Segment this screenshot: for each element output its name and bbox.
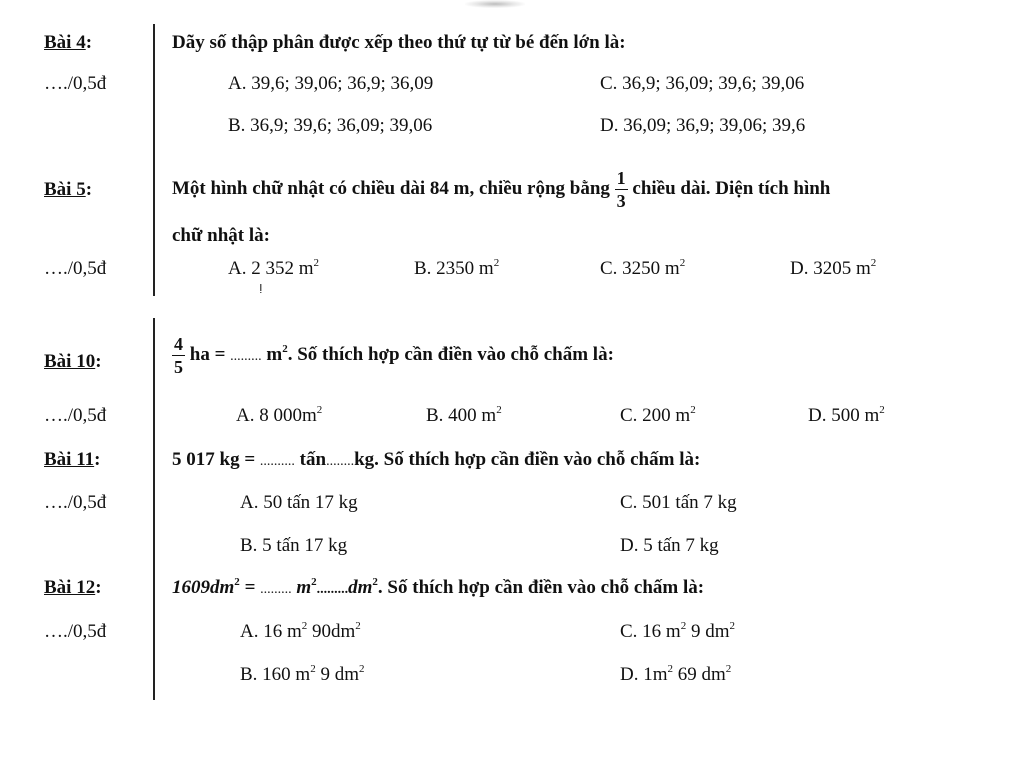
bai12-option-b: B. 160 $m^2$ 9 $dm^2$ — [240, 663, 365, 685]
bai5-label: Bài 5: — [44, 179, 93, 200]
bai4-option-c: C. 36,9; 36,09; 39,6; 39,06 — [600, 73, 805, 94]
bai4-option-b: B. 36,9; 39,6; 36,09; 39,06 — [228, 115, 433, 136]
bai4-label: Bài 4: — [44, 32, 93, 53]
bai11-score: …./0,5đ — [44, 492, 107, 513]
bai12-label: Bài 12: — [44, 577, 102, 598]
bai5-option-c: C. 3250 $m^2$ — [600, 257, 686, 279]
bai12-question: $1609dm^2$ = ......... $m^2.........dm^2$. Số thích hợp cần điền vào chỗ chấm là: — [172, 576, 705, 598]
margin-divider-bottom — [153, 318, 155, 700]
bai5-option-b: B. 2350 $m^2$ — [414, 257, 500, 279]
stray-mark: ⵑ — [259, 282, 263, 296]
bai10-option-a: A. 8 $000m^2$ — [236, 404, 323, 426]
fraction-four-fifths: $\frac{4}{5}$ — [174, 334, 183, 378]
bai5-option-d: D. 3205 $m^2$ — [790, 257, 877, 279]
bai11-question: 5 017 kg = .......... tấn........kg. Số thích hợp cần điền vào chỗ chấm là: — [172, 449, 701, 470]
bai5-score: …./0,5đ — [44, 258, 107, 279]
scan-smudge — [465, 0, 525, 8]
bai4-question: Dãy số thập phân được xếp theo thứ tự từ bé đến lớn là: — [172, 32, 626, 53]
bai11-label: Bài 11: — [44, 449, 101, 470]
bai11-option-b: B. 5 tấn 17 kg — [240, 535, 348, 556]
bai12-score: …./0,5đ — [44, 621, 107, 642]
bai10-option-b: B. 400 $m^2$ — [426, 404, 502, 426]
bai5-question: Một hình chữ nhật có chiều dài 84 m, chiều rộng bằng $\frac{1}{3}$ chiều dài. Diện tích hình — [172, 168, 831, 212]
bai12-option-c: C. 16 $m^2$ 9 $dm^2$ — [620, 620, 735, 642]
bai10-score: …./0,5đ — [44, 405, 107, 426]
bai5-option-a: A. 2 352 $m^2$ — [228, 257, 319, 279]
bai12-option-d: D. $1m^2$ 69 $dm^2$ — [620, 663, 732, 685]
margin-divider-top — [153, 24, 155, 296]
bai4-option-d: D. 36,09; 36,9; 39,06; 39,6 — [600, 115, 806, 136]
bai11-option-a: A. 50 tấn 17 kg — [240, 492, 358, 513]
bai10-question: $\frac{4}{5}$ ha = ......... $m^2$. Số thích hợp cần điền vào chỗ chấm là: — [174, 334, 614, 378]
bai12-option-a: A. 16 $m^2$ $90dm^2$ — [240, 620, 361, 642]
bai10-label: Bài 10: — [44, 351, 102, 372]
bai4-score: …./0,5đ — [44, 73, 107, 94]
fraction-one-third: $\frac{1}{3}$ — [616, 168, 626, 212]
bai11-option-d: D. 5 tấn 7 kg — [620, 535, 719, 556]
bai4-option-a: A. 39,6; 39,06; 36,9; 36,09 — [228, 73, 434, 94]
bai11-option-c: C. 501 tấn 7 kg — [620, 492, 737, 513]
bai10-option-d: D. 500 $m^2$ — [808, 404, 885, 426]
bai5-question-line2: chữ nhật là: — [172, 225, 270, 246]
bai10-option-c: C. 200 $m^2$ — [620, 404, 696, 426]
